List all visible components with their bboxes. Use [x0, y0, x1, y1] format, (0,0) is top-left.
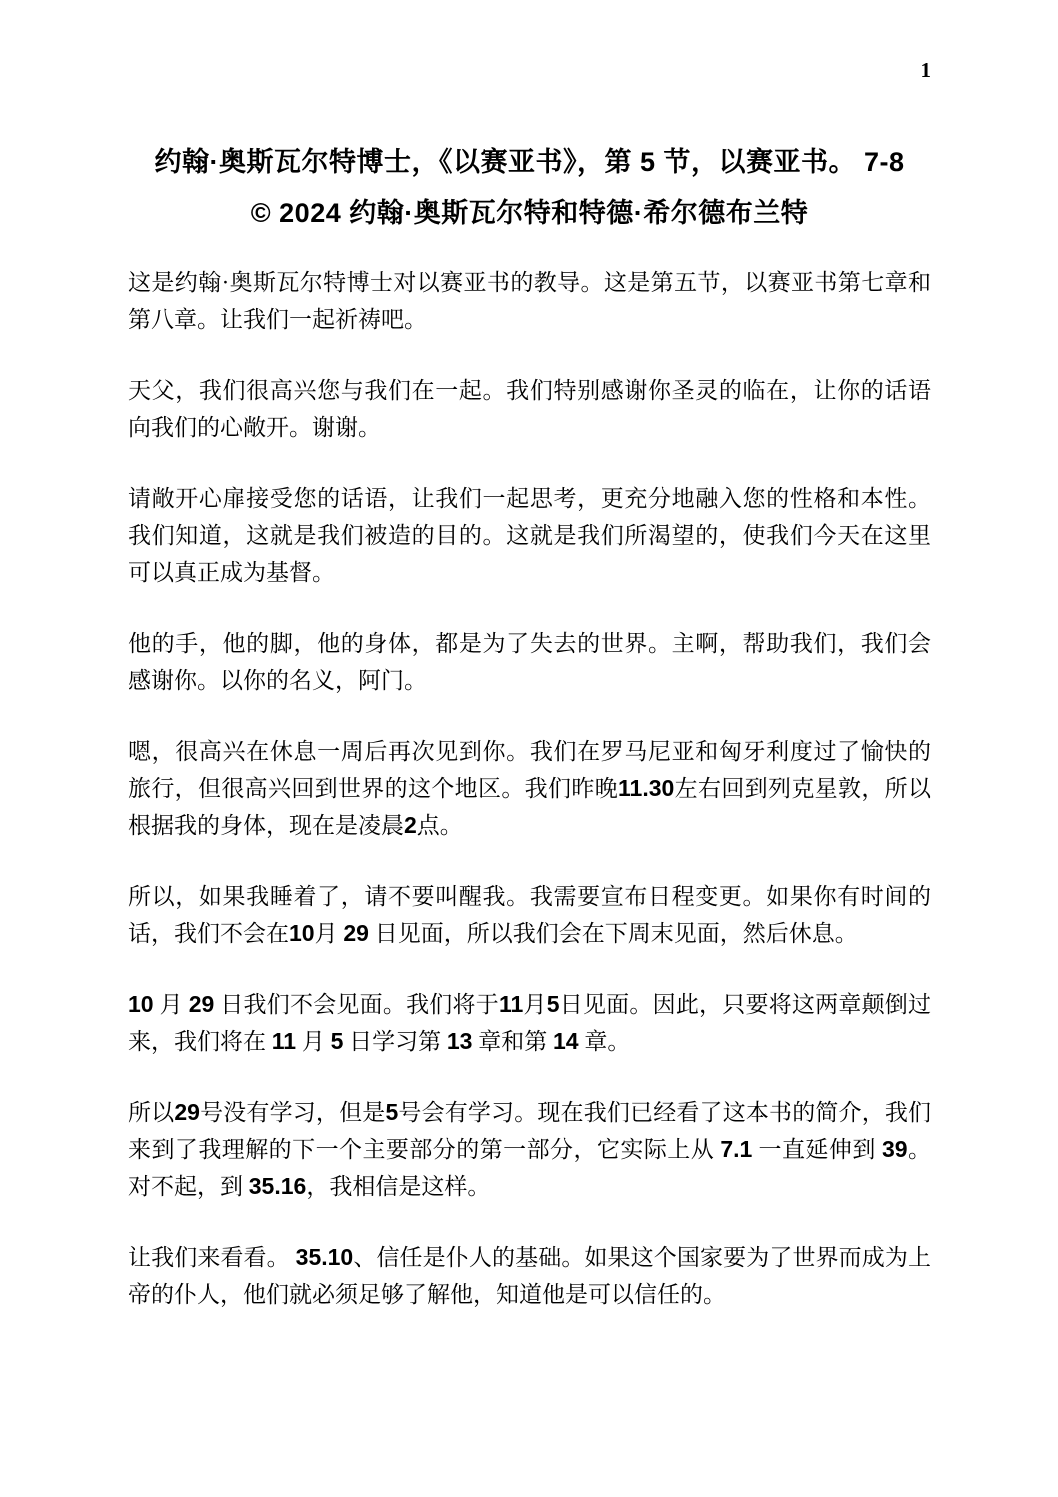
text-run: 章。: [578, 1029, 631, 1054]
bold-text-run: 29: [188, 991, 215, 1017]
bold-text-run: 2: [404, 812, 417, 838]
title-line-1: 约翰·奥斯瓦尔特博士，《以赛亚书》，第 5 节，以赛亚书。 7-8: [154, 147, 905, 177]
bold-text-run: 29: [174, 1099, 200, 1125]
bold-text-run: 39: [881, 1136, 908, 1162]
document-body: [128, 264, 931, 1313]
text-run: 这是约翰·奥斯瓦尔特博士对以赛亚书的教导。这是第五节，以赛亚书第七章和第八章。让我们一起祈祷吧。: [128, 270, 931, 332]
bold-text-run: 14: [552, 1028, 579, 1054]
bold-text-run: 7.1: [720, 1136, 753, 1162]
text-run: 日我们不会见面。我们将于: [214, 992, 499, 1017]
text-run: 所以，如果我睡着了，请不要叫醒我。我需要宣布日程变更。如果你有时间的话，我们不会在: [128, 884, 931, 946]
bold-text-run: 11.30: [618, 775, 675, 801]
paragraph: [128, 480, 931, 591]
text-run: ，我相信是这样。: [306, 1174, 491, 1199]
paragraph: [128, 372, 931, 446]
bold-text-run: 10: [128, 991, 154, 1017]
page-number: 1: [920, 58, 931, 82]
text-run: 。对不起，到: [128, 1137, 932, 1199]
paragraph: [128, 264, 931, 338]
bold-text-run: 10: [289, 920, 315, 946]
paragraph: [128, 1094, 931, 1205]
bold-text-run: 29: [343, 920, 369, 946]
paragraph: [128, 1239, 931, 1313]
bold-text-run: 11: [498, 991, 524, 1017]
bold-text-run: 35.10: [295, 1244, 354, 1270]
bold-text-run: 5: [546, 991, 560, 1017]
text-run: 天父，我们很高兴您与我们在一起。我们特别感谢你圣灵的临在，让你的话语向我们的心敞开。谢谢。: [128, 378, 931, 440]
text-run: 日见面。因此，只要将这两章颠倒过来，我们将在: [128, 992, 931, 1054]
text-run: 号没有学习，但是: [199, 1100, 386, 1125]
text-run: 日见面，所以我们会在下周末见面，然后休息。: [368, 921, 858, 946]
bold-text-run: 13: [446, 1028, 473, 1054]
text-run: 左右回到列克星敦，所以根据我的身体，现在是凌晨: [128, 776, 932, 838]
text-run: 号会有学习。现在我们已经看了这本书的简介，我们来到了我理解的下一个主要部分的第一部分，它实际上从: [128, 1100, 932, 1162]
bold-text-run: 35.16: [248, 1173, 307, 1199]
bold-text-run: 5: [385, 1099, 399, 1125]
text-run: 一直延伸到: [752, 1137, 882, 1162]
bold-text-run: 5: [330, 1028, 344, 1054]
text-run: 所以: [128, 1100, 175, 1125]
paragraph: [128, 986, 931, 1060]
paragraph: [128, 733, 931, 844]
text-run: 他的手，他的脚，他的身体，都是为了失去的世界。主啊，帮助我们，我们会感谢你。以你的名义，阿门。: [128, 631, 931, 693]
text-run: 嗯，很高兴在休息一周后再次见到你。我们在罗马尼亚和匈牙利度过了愉快的旅行，但很高兴回到世界的这个地区。我们昨晚: [128, 739, 931, 801]
text-run: 日学习第: [343, 1029, 447, 1054]
text-run: 月: [314, 921, 344, 946]
text-run: 、信任是仆人的基础。如果这个国家要为了世界而成为上帝的仆人，他们就必须足够了解他，知道他是可以信任的。: [128, 1245, 932, 1307]
text-run: 月: [153, 992, 189, 1017]
text-run: 请敞开心扉接受您的话语，让我们一起思考，更充分地融入您的性格和本性。我们知道，这就是我们被造的目的。这就是我们所渴望的，使我们今天在这里可以真正成为基督。: [128, 486, 931, 585]
text-run: 让我们来看看。: [128, 1245, 296, 1270]
text-run: 月: [523, 992, 547, 1017]
paragraph: [128, 625, 931, 699]
text-run: 章和第: [472, 1029, 553, 1054]
bold-text-run: 11: [271, 1028, 297, 1054]
document-title: [128, 137, 931, 239]
title-line-2: © 2024 约翰·奥斯瓦尔特和特德·希尔德布兰特: [250, 198, 809, 228]
text-run: 月: [296, 1029, 331, 1054]
paragraph: [128, 878, 931, 952]
text-run: 点。: [416, 813, 463, 838]
